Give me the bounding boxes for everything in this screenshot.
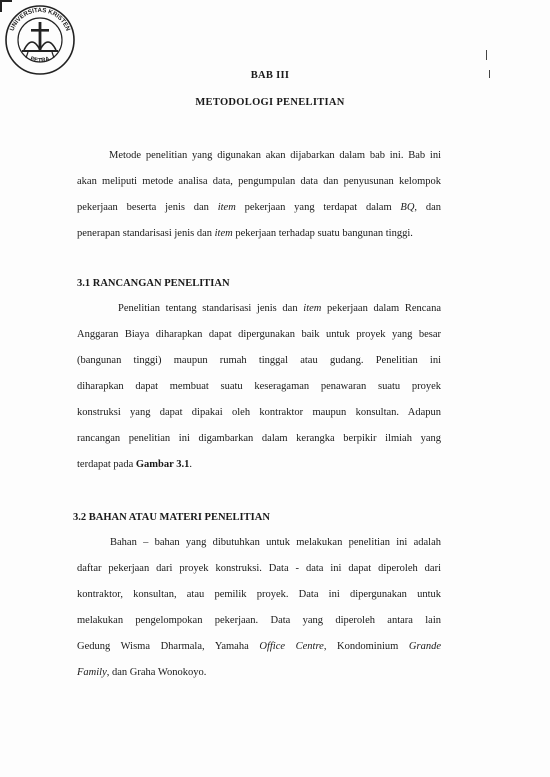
section2-line: melakukan pengelompokan pekerjaan. Data yang diperoleh antara lain <box>77 615 441 626</box>
chapter-title: METODOLOGI PENELITIAN <box>195 97 345 108</box>
intro-line: Metode penelitian yang digunakan akan dijabarkan dalam bab ini. Bab ini <box>109 150 441 161</box>
section2-line: Bahan – bahan yang dibutuhkan untuk melakukan penelitian ini adalah <box>110 537 441 548</box>
section1-line: Anggaran Biaya diharapkan dapat dipergunakan baik untuk proyek yang besar <box>77 329 441 340</box>
section1-line: diharapkan dapat membuat suatu keseragaman penawaran suatu proyek <box>77 381 441 392</box>
section2-line: Family, dan Graha Wonokoyo. <box>77 667 207 678</box>
section2-line: daftar pekerjaan dari proyek konstruksi. Data - data ini dapat diperoleh dari <box>77 563 441 574</box>
svg-text:PETRA <box>29 56 51 64</box>
section1-line: konstruksi yang dapat dipakai oleh kontraktor maupun konsultan. Adapun <box>77 407 441 418</box>
section-heading-3-1: 3.1 RANCANGAN PENELITIAN <box>77 278 230 289</box>
section-heading-3-2: 3.2 BAHAN ATAU MATERI PENELITIAN <box>73 512 270 523</box>
section1-line: Penelitian tentang standarisasi jenis dan item pekerjaan dalam Rencana <box>118 303 442 314</box>
intro-line: penerapan standarisasi jenis dan item pekerjaan terhadap suatu bangunan tinggi. <box>77 228 413 239</box>
intro-line: akan meliputi metode analisa data, pengumpulan data dan penyusunan kelompok <box>77 176 441 187</box>
section2-line: kontraktor, konsultan, atau pemilik proyek. Data ini dipergunakan untuk <box>77 589 441 600</box>
section1-line: rancangan penelitian ini digambarkan dalam kerangka berpikir ilmiah yang <box>77 433 441 444</box>
intro-line: pekerjaan beserta jenis dan item pekerjaan yang terdapat dalam BQ, dan <box>77 202 441 213</box>
scan-mark <box>486 50 487 60</box>
chapter-number: BAB III <box>250 70 290 81</box>
seal-top-text: UNIVERSITAS KRISTEN <box>8 6 72 33</box>
section1-line: (bangunan tinggi) maupun rumah tinggal atau gudang. Penelitian ini <box>77 355 441 366</box>
university-seal-icon <box>2 2 78 78</box>
figure-reference: Gambar 3.1 <box>135 459 190 470</box>
section1-line: terdapat pada Gambar 3.1. <box>77 459 192 470</box>
seal-bottom-text: PETRA <box>29 56 51 65</box>
section2-line: Gedung Wisma Dharmala, Yamaha Office Centre, Kondominium Grande <box>77 641 441 652</box>
